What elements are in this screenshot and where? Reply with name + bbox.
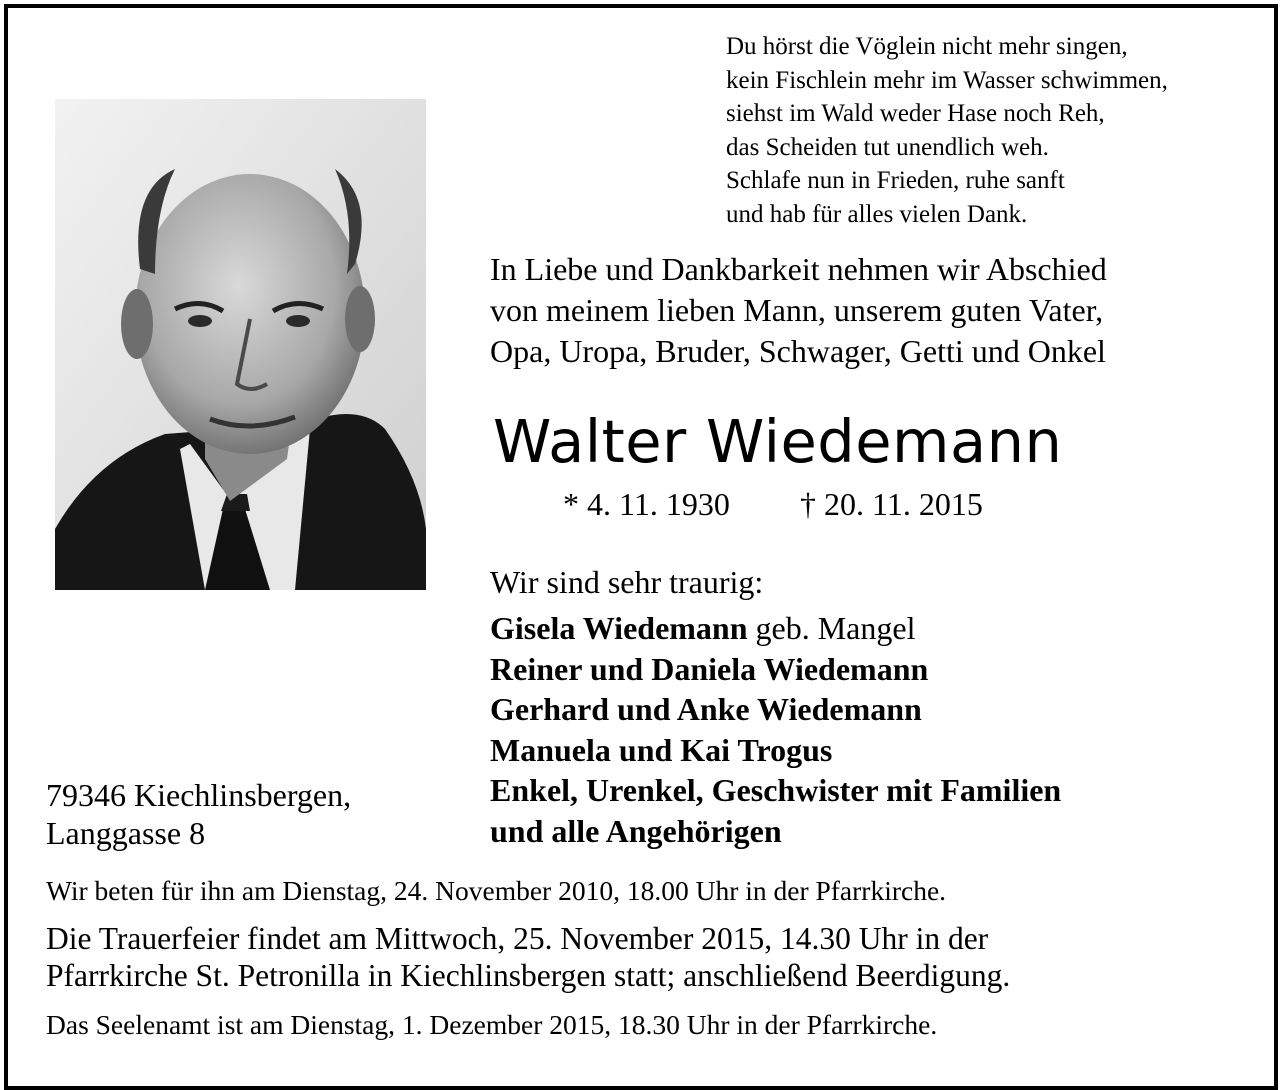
mourner-maiden-name: geb. Mangel bbox=[747, 610, 916, 646]
deceased-name: Walter Wiedemann bbox=[493, 407, 1063, 476]
mourner-line: Reiner und Daniela Wiedemann bbox=[490, 650, 929, 687]
birth-date: * 4. 11. 1930 bbox=[563, 486, 730, 522]
prayer-notice: Wir beten für ihn am Dienstag, 24. November 2010, 18.00 Uhr in der Pfarrkirche. bbox=[46, 875, 947, 906]
family-address bbox=[46, 776, 351, 852]
requiem-notice: Das Seelenamt ist am Dienstag, 1. Dezember 2015, 18.30 Uhr in der Pfarrkirche. bbox=[46, 1009, 938, 1040]
poem-line: Du hörst die Vöglein nicht mehr singen, bbox=[726, 33, 1128, 60]
poem-line: siehst im Wald weder Hase noch Reh, bbox=[726, 100, 1105, 128]
funeral-notice-line: Die Trauerfeier findet am Mittwoch, 25. November 2015, 14.30 Uhr in der bbox=[46, 921, 989, 956]
mourner-line: Manuela und Kai Trogus bbox=[490, 731, 833, 768]
poem-line: und hab für alles vielen Dank. bbox=[726, 200, 1028, 228]
mourners-list bbox=[490, 608, 1061, 851]
mourner-line: Gerhard und Anke Wiedemann bbox=[490, 691, 922, 727]
mourner-line: und alle Angehörigen bbox=[490, 812, 782, 849]
mourner-name: Gisela Wiedemann bbox=[490, 610, 748, 646]
death-date: † 20. 11. 2015 bbox=[800, 486, 983, 522]
mourning-statement: Wir sind sehr traurig: bbox=[490, 564, 764, 600]
poem-line: Schlafe nun in Frieden, ruhe sanft bbox=[726, 167, 1065, 195]
address-line: Langgasse 8 bbox=[46, 815, 206, 851]
poem-line: kein Fischlein mehr im Wasser schwimmen, bbox=[726, 66, 1168, 94]
address-line: 79346 Kiechlinsbergen, bbox=[46, 777, 352, 813]
intro-line: In Liebe und Dankbarkeit nehmen wir Abschied bbox=[490, 251, 1107, 287]
intro-line: von meinem lieben Mann, unserem guten Vater, bbox=[490, 292, 1104, 328]
funeral-notice bbox=[46, 920, 1010, 994]
poem bbox=[726, 30, 1168, 232]
funeral-notice-line: Pfarrkirche St. Petronilla in Kiechlinsbergen statt; anschließend Beerdigung. bbox=[46, 958, 1011, 993]
poem-line: das Scheiden tut unendlich weh. bbox=[726, 133, 1049, 161]
farewell-intro bbox=[490, 249, 1107, 372]
portrait-photo bbox=[55, 99, 426, 590]
mourner-line: Enkel, Urenkel, Geschwister mit Familien bbox=[490, 772, 1062, 808]
intro-line: Opa, Uropa, Bruder, Schwager, Getti und Onkel bbox=[490, 333, 1106, 369]
mourner-line bbox=[490, 608, 1061, 649]
